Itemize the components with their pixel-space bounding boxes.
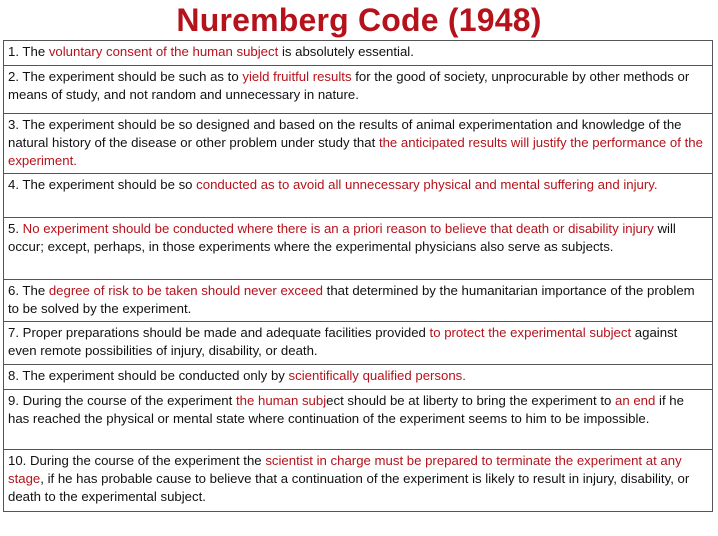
code-item-9 — [4, 390, 712, 450]
item-highlight: conducted as to avoid all unnecessary physical and mental suffering and injury. — [196, 177, 658, 192]
item-highlight: degree of risk to be taken should never exceed — [48, 283, 323, 298]
code-item-4 — [4, 174, 712, 218]
item-text: for the good of society, unprocurable by other methods or means of study, and not random and unnecessary in nature. — [8, 69, 690, 102]
item-text: , if he has probable cause to believe that a continuation of the experiment is likely to result in injury, disability, or death to the experimental subject. — [8, 471, 690, 504]
item-highlight: the human subj — [235, 393, 327, 408]
item-text: 9. During the course of the experiment — [8, 393, 236, 408]
item-highlight: scientist in charge must be prepared to terminate the experiment at any stage — [8, 453, 682, 486]
code-item-2 — [4, 66, 712, 114]
code-item-1 — [4, 41, 712, 66]
code-item-5 — [4, 218, 712, 280]
item-text: 6. The — [8, 283, 49, 298]
code-item-3 — [4, 114, 712, 174]
code-item-10 — [4, 450, 712, 512]
item-text: 10. During the course of the experiment the — [8, 453, 266, 468]
code-item-8 — [4, 365, 712, 390]
item-highlight: voluntary consent of the human subject — [48, 44, 279, 59]
item-highlight: scientifically qualified persons. — [288, 368, 466, 383]
item-highlight: to protect the experimental subject — [429, 325, 632, 340]
code-item-6 — [4, 280, 712, 322]
item-highlight: the anticipated results will justify the performance of the experiment. — [8, 135, 703, 168]
item-highlight: yield fruitful results — [242, 69, 352, 84]
item-text: is absolutely essential. — [278, 44, 414, 59]
item-text: if he has reached the physical or mental state where continuation of the experiment seems to him to be impossible. — [8, 393, 684, 426]
item-text: 2. The experiment should be such as to — [8, 69, 243, 84]
item-text: 8. The experiment should be conducted only by — [8, 368, 289, 383]
page-title: Nuremberg Code (1948) — [176, 2, 542, 38]
code-table — [3, 40, 713, 512]
item-text: 4. The experiment should be so — [8, 177, 197, 192]
code-item-7 — [4, 322, 712, 365]
item-text: that determined by the humanitarian importance of the problem to be solved by the experiment. — [8, 283, 695, 316]
item-text: will occur; except, perhaps, in those experiments where the experimental physicians also serve as subjects. — [8, 221, 676, 254]
item-text: 7. Proper preparations should be made and adequate facilities provided — [8, 325, 430, 340]
item-text: 1. The — [8, 44, 49, 59]
item-text: against even remote possibilities of injury, disability, or death. — [8, 325, 678, 358]
item-text: 5. — [8, 221, 23, 236]
item-highlight: an end — [615, 393, 656, 408]
item-text: 3. The experiment should be so designed and based on the results of animal experimentation and knowledge of the natural history of the disease or other problem under study that — [8, 117, 682, 150]
item-highlight: No experiment should be conducted where there is an a priori reason to believe that death or disability injury — [22, 221, 654, 236]
item-text: ect should be at liberty to bring the experiment to — [326, 393, 615, 408]
